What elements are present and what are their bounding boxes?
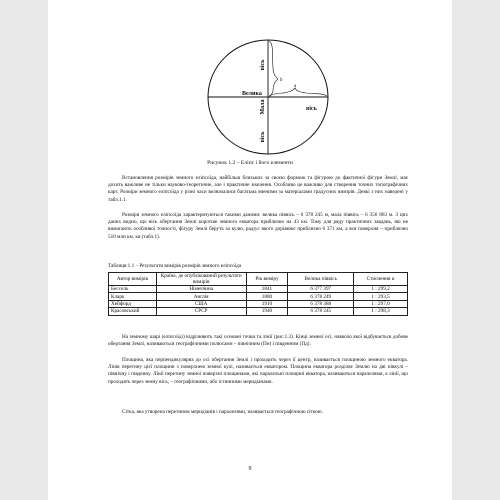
cell-author: Красовський (109, 308, 157, 315)
document-page (48, 0, 452, 500)
table-row (109, 286, 408, 293)
table-row (109, 308, 408, 315)
cell-author: Кларк (109, 293, 157, 300)
cell-semi-axis: 6 378 245 (288, 308, 354, 315)
b-curly-brace (269, 41, 278, 97)
table-header-row (109, 273, 408, 286)
paragraph-1: Встановлення розмірів земного еліпсоїда, найбільш близьких за своєю формою та фігурою до фактичної фігури Землі, має дохить важливе не тільки науково-теоретичне, але і практичне значення. Особливо це важливо для створення точних топографічних карт. Розміри земного еліпсоїда у різні часи визначалися багатьма вченими за матеріалами градусних вимірів. Деякі з них наведені у табл.1.1. (108, 175, 408, 203)
label-a: a (294, 84, 297, 89)
header-flattening: Стиснення α (354, 273, 408, 286)
cell-country: США (156, 300, 246, 307)
header-year: Рік виміру (246, 273, 288, 286)
cell-flattening: 1 : 293,5 (354, 293, 408, 300)
cell-year: 1880 (246, 293, 288, 300)
cell-author: Хейфорд (109, 300, 157, 307)
figure-caption: Рисунок 1.2 – Еліпс і його елементи (207, 160, 293, 166)
ellipse-figure (196, 35, 356, 165)
cell-year: 1841 (246, 286, 288, 293)
label-major-axis: вісь (306, 106, 317, 112)
label-minor-axis: вісь (260, 131, 266, 143)
paragraph-2: Розміри земного еліпсоїда характеризуються такими даними: велика піввісь – 6 378 245 м, мала піввісь – 6 356 863 м. З цих даних видно, що вісь обертання Землі коротше земного екватора приблизно на 43 км. Тому для ряду практичних завдань, які не вимагають особливої точності, фігуру Землі беруть за кулю, радіус якого дорівнює приблизно 6 371 км, а вся поверхня – приблизно 510 млн км. кв (табл.1). (108, 212, 408, 240)
table-row (109, 293, 408, 300)
cell-country: Англія (156, 293, 246, 300)
label-minor: Мала (260, 99, 266, 115)
paragraph-5: Сітка, яка утворена перетином меридіанів і паралелями, називається географічною сіткою. (122, 409, 323, 415)
header-semi-axis: Велика піввісь (288, 273, 354, 286)
paragraph-4: Площина, яка перпендикулярна до осі обертання Землі і проходить через її центр, називається площиною земного екватора. Лінія перетину цієї площини з поверхнею земної кулі, називається екватором. Площина екватора розділяє Землю на дві півкулі – північну і південну. Лінії перетину земної поверхні площинами, які паралельні площині екватора, називаються паралелями, а лінії, що проходять через земну вісь, – географічними, або істинними меридіанами. (108, 357, 408, 385)
cell-country: Німеччина (156, 286, 246, 293)
page-number: 9 (248, 466, 252, 472)
cell-country: СРСР (156, 308, 246, 315)
a-curly-brace (269, 88, 327, 96)
cell-semi-axis: 6 378 388 (288, 300, 354, 307)
cell-author: Бессель (109, 286, 157, 293)
table-caption: Таблиця 1.1 – Результати вимірів розмірів земного еліпсоїда (108, 263, 242, 269)
cell-flattening: 1 : 299,2 (354, 286, 408, 293)
label-minor-axis-top: вісь (260, 59, 266, 71)
cell-flattening: 1 : 297,0 (354, 300, 408, 307)
paragraph-3: На земному шарі (еліпсоїді) відрізняють такі основні точки та лінії (рис.1.3). Кінці земної осі, навколо якої відбувається добове обертання Землі, називаються географічними полюсами – північним (Пн) і південним (Пд). (108, 334, 408, 348)
label-major: Велика (242, 91, 262, 97)
table-row (109, 300, 408, 307)
cell-semi-axis: 6 378 249 (288, 293, 354, 300)
cell-year: 1910 (246, 300, 288, 307)
label-b: b (280, 78, 283, 83)
results-table (108, 272, 408, 316)
ellipse-diagram (196, 35, 356, 165)
header-author: Автор вимірів (109, 273, 157, 286)
cell-semi-axis: 6 377 397 (288, 286, 354, 293)
cell-flattening: 1 : 298,3 (354, 308, 408, 315)
cell-year: 1940 (246, 308, 288, 315)
header-country: Країна, де опублікований результати вимірів (156, 273, 246, 286)
